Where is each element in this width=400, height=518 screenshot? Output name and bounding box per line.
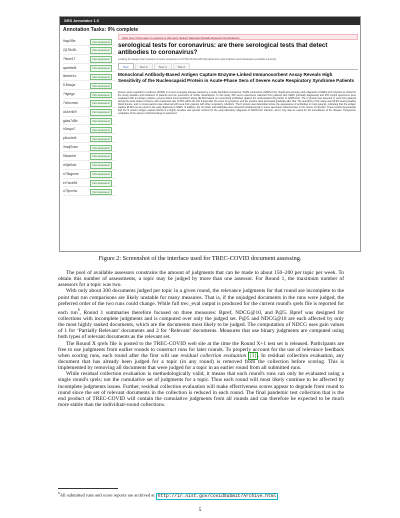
document-id: g6as7d5b	[63, 118, 78, 123]
footnote-ref[interactable]: 6	[77, 307, 80, 312]
status-badge: Not assessed	[90, 56, 112, 63]
paragraph-text: With only about 300 documents judged per topic in a given round, the relevance judgments for that round are incomplete to the point that run comparisons are likely unstable for many measures. That is, if the unjudged documents in the runs were judged, the preferred order of the two runs could change. While full trec_eval output is produced for the current round's qrels file is reported for each run	[58, 288, 344, 316]
relevance-banner[interactable]: Click here if this paper is relevant to this topic (below) Relevant Partially Relevant Not Relevant	[118, 34, 358, 40]
paragraph-text: While residual collection evaluation is methodologically valid, it means that each round's runs can only be evaluated using a single round's qrels; not the cumulative set of judgments for a topic. Thus each round will most likely continue to be affected by incomplete judgments issues. Further, residual collection evaluation will make effectiveness scores appear to degrade from round to round since the set of relevant documents in the collection is reduced in each round. The final pandemic test collection that is the end product of TREC-COVID will contain the cumulative judgments from all rounds and can therefore be expected to be much more stable than the individual-round collections.	[58, 371, 344, 409]
footnote-text: All submitted runs and score reports are archived at	[59, 492, 156, 498]
paragraph	[58, 341, 344, 372]
status-badge: Not assessed	[90, 153, 112, 160]
status-badge: Not assessed	[90, 83, 112, 90]
paragraph-text: The pool of available assessors constrains the amount of judgments that can be made to about 150–200 per topic per week. To obtain this number of assessments, a topic may be judged by more than one assessor. For Round 1, the maximum number of assessors for a topic was two.	[58, 270, 344, 289]
status-badge: Not assessed	[90, 92, 112, 99]
paragraph-text: . In residual collection evaluation, any document that has already been judged for a topic (in any round) is removed from the collection before scoring. This is implemented by removing all documents that were judged for a topic in an earlier round from all submitted runs.	[58, 352, 344, 372]
paragraph	[58, 371, 344, 408]
document-id: 7rlgnlgo	[63, 92, 75, 97]
document-id: 3mqf2xwo	[63, 145, 79, 150]
document-list-item[interactable]	[63, 81, 116, 90]
status-badge: Not assessed	[90, 136, 112, 143]
document-list-item[interactable]	[63, 143, 116, 152]
status-badge: Not assessed	[90, 162, 112, 169]
progress-label: Annotation Tasks: 9% complete	[63, 27, 139, 33]
document-id: lbmnfz1o	[63, 74, 77, 79]
paragraph-text: , Round 1 summaries therefore focused on three measures: Bpref, NDCG@10, and P@5. Bpref was designed for collections with incomplete judgments and is computed over only the judged set. P@5 and NDCG@10 are each affected by only the most highly ranked documents, which are the documents most likely to be judged. The computation of NDCG uses gain values of 1 for ‘Partially Relevant’ documents and 2 for ‘Relevant’ documents. Measures that use binary judgments are computed using both types of relevant documents as the relevant set.	[58, 309, 344, 341]
status-badge: Not assessed	[90, 47, 112, 54]
footnote-mark: 6	[58, 491, 60, 495]
document-list-item[interactable]	[63, 99, 116, 108]
tab-4[interactable]: Tab 4	[173, 63, 190, 69]
paragraph	[58, 270, 344, 288]
document-list-item[interactable]	[63, 179, 116, 188]
tab-divider	[118, 69, 358, 70]
document-abstract: Severe acute respiratory syndrome (SARS) is a novel emerging disease caused by a newly identified coronavirus, SARS coronavirus (SARS-CoV). Rapid and accurate early diagnosis of SARS-CoV infection is critical for the timely isolation and treatment of patients and the prevention of further transmission. In this study, 625 serum specimens collected from patients with SARS (clinically diagnosed) and 425 control specimens were evaluated with an antigen capture enzyme-linked immunosorbent assay (ELISA) based on monoclonal antibodies against the nucleocapsid (N) protein of SARS-CoV. The N protein was detected in sera from patients during the acute phase of illness, with a detection rate of 94% within the first 5 days after the onset of symptoms, and the positive rates decreased gradually after that. The specificity of the assay was 99.9% among healthy blood donors, and no cross-reaction was observed with sera from patients with other respiratory infections. The N protein was detectable before the appearance of antibodies in most patients, indicating that the antigen capture ELISA can be used for the early diagnosis of SARS. In addition, the N protein and antibodies were detected simultaneously in some specimens collected later in the course of infection. These results demonstrate that the N protein antigen capture ELISA is a highly sensitive and specific method for the early laboratory diagnosis of SARS-CoV infection, and it may also be useful for the surveillance of the disease. Prospective evaluation of the assay in clinical settings is warranted.	[118, 91, 356, 116]
figure-caption: Figure 2: Screenshot of the interface used for TREC-COVID document assessing.	[98, 255, 302, 262]
document-list-item[interactable]	[63, 46, 116, 55]
document-list-item[interactable]	[63, 134, 116, 143]
app-title: SRS Annotator 1.0	[64, 18, 99, 23]
document-id: qwnbte6l	[63, 65, 77, 70]
document-list-item[interactable]	[63, 64, 116, 73]
document-id: uk1ev6r9	[63, 109, 77, 114]
document-id: 7fixne17	[63, 56, 76, 61]
citation-link[interactable]: [3]	[249, 352, 257, 359]
document-id: er7wce84	[63, 180, 78, 185]
document-list-item[interactable]	[63, 90, 116, 99]
topic-title: serological tests for coronavirus: are there serological tests that detect antibodies to coronavirus?	[118, 42, 328, 56]
status-badge: Not assessed	[90, 180, 112, 187]
tab-text-2[interactable]: Text 2	[135, 63, 153, 69]
status-badge: Not assessed	[90, 145, 112, 152]
status-badge: Not assessed	[90, 39, 112, 46]
document-id: p6uv4ebl	[63, 136, 77, 141]
footnote	[58, 490, 358, 500]
status-badge: Not assessed	[90, 109, 112, 116]
page-number: 5	[198, 507, 202, 513]
status-badge: Not assessed	[90, 189, 112, 196]
tab-text-3[interactable]: Text 3	[154, 63, 172, 69]
status-badge: Not assessed	[90, 127, 112, 134]
document-id: 7c0ncmxk	[63, 100, 78, 105]
document-title: Monoclonal Antibody-Based Antigen Capture Enzyme-Linked Immunosorbent Assay Reveals High Sensitivity of the Nucleocapsid Protein in Acute-Phase Sera of Severe Acute Respiratory Syndrome Patients	[118, 72, 355, 83]
document-list	[63, 37, 116, 196]
document-id: ir3ovpz7	[63, 127, 76, 132]
tab-text[interactable]: Text	[118, 63, 134, 69]
document-list-item[interactable]	[63, 117, 116, 126]
topic-narrative: Looking for assays that measure immune response to COVID-19 that will help determine past infection and subsequent possible immunity.	[118, 58, 277, 61]
paragraph	[58, 288, 344, 340]
app-title-bar	[60, 17, 360, 25]
document-id: lhqu0l9e	[63, 39, 76, 43]
document-list-item[interactable]	[63, 187, 116, 196]
interface-screenshot	[59, 16, 361, 252]
document-list-item[interactable]	[63, 72, 116, 81]
paragraph-text: The Round X qrels file is posted to the TREC-COVID web site at the time the Round X+1 test set is released. Participants are free to use judgments from earlier rounds to construct runs for later rounds. To properly account for the use of relevance feedback when scoring runs, each round after the first will use	[58, 340, 344, 359]
body-text	[58, 270, 344, 408]
status-badge: Not assessed	[90, 74, 112, 81]
archive-url-link[interactable]: http://ir.nist.gov/covidSubmit/Archive.html	[157, 493, 277, 499]
document-id: 9dusehtt	[63, 153, 76, 158]
emphasis-term: residual collection evaluation	[180, 352, 247, 359]
document-list-item[interactable]	[63, 108, 116, 117]
status-badge: Not assessed	[90, 65, 112, 72]
status-badge: Not assessed	[90, 100, 112, 107]
status-badge: Not assessed	[90, 118, 112, 125]
document-id: n73pxnhv	[63, 189, 78, 194]
document-list-item[interactable]	[63, 37, 116, 46]
footnote-rule	[58, 488, 118, 489]
document-list-item[interactable]	[63, 170, 116, 179]
document-list-item[interactable]	[63, 125, 116, 134]
document-id: n73bgnme	[63, 171, 79, 176]
document-list-item[interactable]	[63, 161, 116, 170]
document-list-item[interactable]	[63, 55, 116, 64]
document-id: m0jd5utv	[63, 162, 77, 167]
status-badge: Not assessed	[90, 171, 112, 178]
document-id: 5.5mujzr	[63, 83, 76, 88]
document-list-item[interactable]	[63, 152, 116, 161]
document-id: 2j178x2b	[63, 47, 77, 52]
